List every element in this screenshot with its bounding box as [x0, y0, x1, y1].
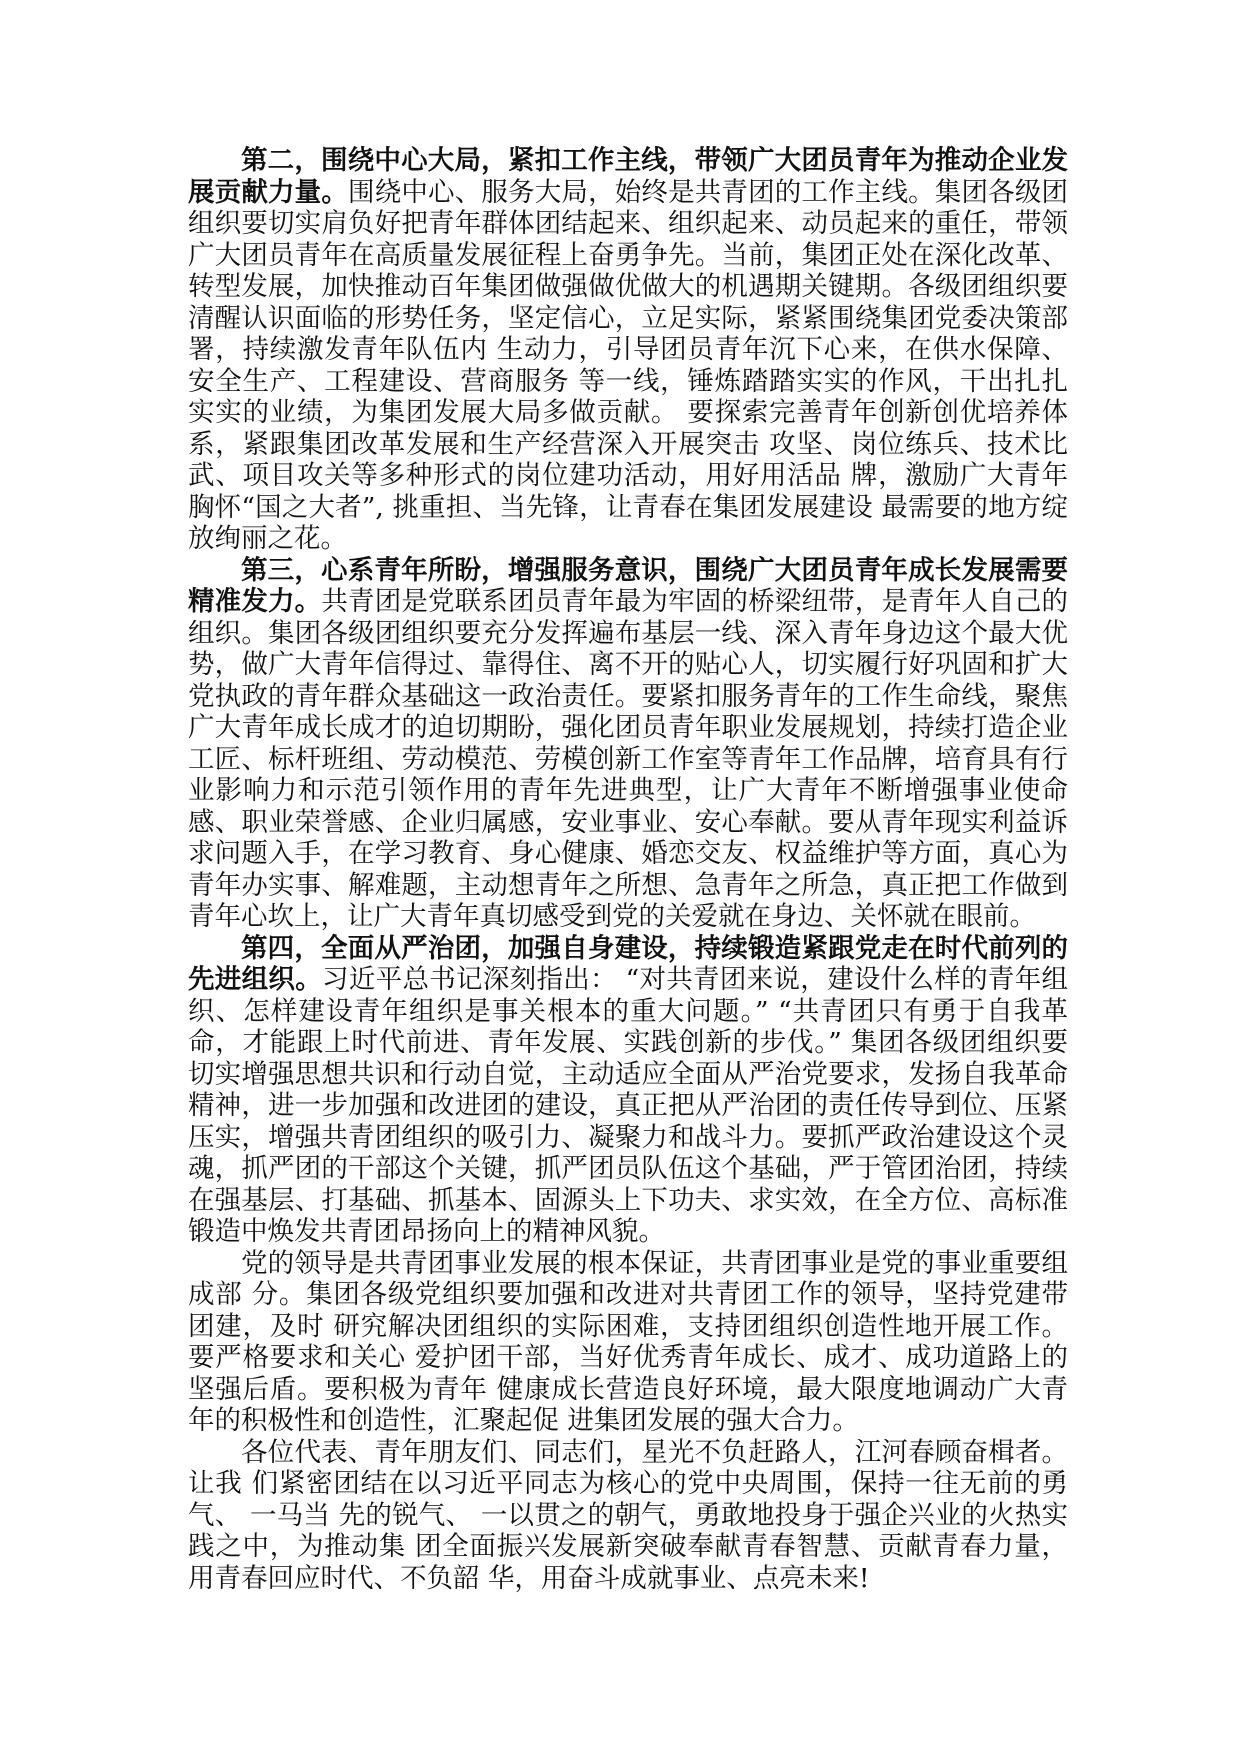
paragraph-fourth-point — [188, 933, 1068, 1248]
paragraph-body-second: 围绕中心、服务大局，始终是共青团的工作主线。集团各级团组织要切实肩负好把青年群体团结起来、组织起来、动员起来的重任，带领广大团员青年在高质量发展征程上奋勇争先。当前，集团正处在深化改革、转型发展，加快推动百年集团做强做优做大的机遇期关键期。各级团组织要清醒认识面临的形势任务，坚定信心，立足实际，紧紧围绕集团党委决策部署，持续激发青年队伍内 生动力，引导团员青年沉下心来，在供水保障、安全生产、工程建设、营商服务 等一线，锤炼踏踏实实的作风，干出扎扎实实的业绩，为集团发展大局多做贡献。 要探索完善青年创新创优培养体系，紧跟集团改革发展和生产经营深入开展突击 攻坚、岗位练兵、技术比武、项目攻关等多种形式的岗位建功活动，用好用活品 牌，激励广大青年胸怀“国之大者”, 挑重担、当先锋，让青春在集团发展建设 最需要的地方绽放绚丽之花。 — [188, 176, 1068, 554]
paragraph-body-third: 共青团是党联系团员青年最为牢固的桥梁纽带，是青年人自己的组织。集团各级团组织要充分发挥遍布基层一线、深入青年身边这个最大优势，做广大青年信得过、靠得住、离不开的贴心人，切实履行好巩固和扩大党执政的青年群众基础这一政治责任。要紧扣服务青年的工作生命线，聚焦广大青年成长成才的迫切期盼，强化团员青年职业发展规划，持续打造企业工匠、标杆班组、劳动模范、劳模创新工作室等青年工作品牌，培育具有行业影响力和示范引领作用的青年先进典型，让广大青年不断增强事业使命感、职业荣誉感、企业归属感，安业事业、安心奉献。要从青年现实利益诉求问题入手，在学习教育、身心健康、婚恋交友、权益维护等方面，真心为青年办实事、解难题，主动想青年之所想、急青年之所急，真正把工作做到青年心坎上，让广大青年真切感受到党的关爱就在身边、关怀就在眼前。 — [188, 586, 1068, 932]
paragraph-body-closing: 各位代表、青年朋友们、同志们，星光不负赶路人，江河春顾奋楫者。让我 们紧密团结在以习近平同志为核心的党中央周围，保持一往无前的勇气、 一马当 先的锐气、 一以贯之的朝气，勇敢地投身于强企兴业的火热实践之中，为推动集 团全面振兴发展新突破奉献青春智慧、贡献青春力量，用青春回应时代、不负韶 华，用奋斗成就事业、点亮未来! — [188, 1436, 1068, 1594]
paragraph-third-point — [188, 555, 1068, 933]
paragraph-second-point — [188, 145, 1068, 555]
paragraph-closing — [188, 1437, 1068, 1595]
paragraph-lead-second: 第二，围绕中心大局，紧扣工作主线，带领广大团员青年为推动企业发展贡献力量。 — [188, 145, 1068, 208]
paragraph-body-party-leadership: 党的领导是共青团事业发展的根本保证，共青团事业是党的事业重要组成部 分。集团各级党组织要加强和改进对共青团工作的领导，坚持党建带团建，及时 研究解决团组织的实际困难，支持团组织创造性地开展工作。要严格要求和关心 爱护团干部，当好优秀青年成长、成才、成功道路上的坚强后盾。要积极为青年 健康成长营造良好环境，最大限度地调动广大青年的积极性和创造性，汇聚起促 进集团发展的强大合力。 — [188, 1247, 1068, 1436]
paragraph-lead-fourth: 第四，全面从严治团，加强自身建设，持续锻造紧跟党走在时代前列的先进组织。 — [188, 932, 1068, 995]
paragraph-party-leadership — [188, 1248, 1068, 1437]
document-body — [188, 145, 1068, 1594]
paragraph-body-fourth: 习近平总书记深刻指出： “对共青团来说，建设什么样的青年组织、怎样建设青年组织是事关根本的重大问题。” “共青团只有勇于自我革命，才能跟上时代前进、青年发展、实践创新的步伐。” 集团各级团组织要切实增强思想共识和行动自觉，主动适应全面从严治党要求，发扬自我革命精神，进一步加强和改进团的建设，真正把从严治团的责任传导到位、压紧压实，增强共青团组织的吸引力、凝聚力和战斗力。要抓严政治建设这个灵魂，抓严团的干部这个关键，抓严团员队伍这个基础，严于管团治团，持续在强基层、打基础、抓基本、固源头上下功夫、求实效，在全方位、高标准锻造中焕发共青团昂扬向上的精神风貌。 — [188, 964, 1069, 1247]
paragraph-lead-third: 第三，心系青年所盼，增强服务意识，围绕广大团员青年成长发展需要精准发力。 — [188, 554, 1068, 617]
